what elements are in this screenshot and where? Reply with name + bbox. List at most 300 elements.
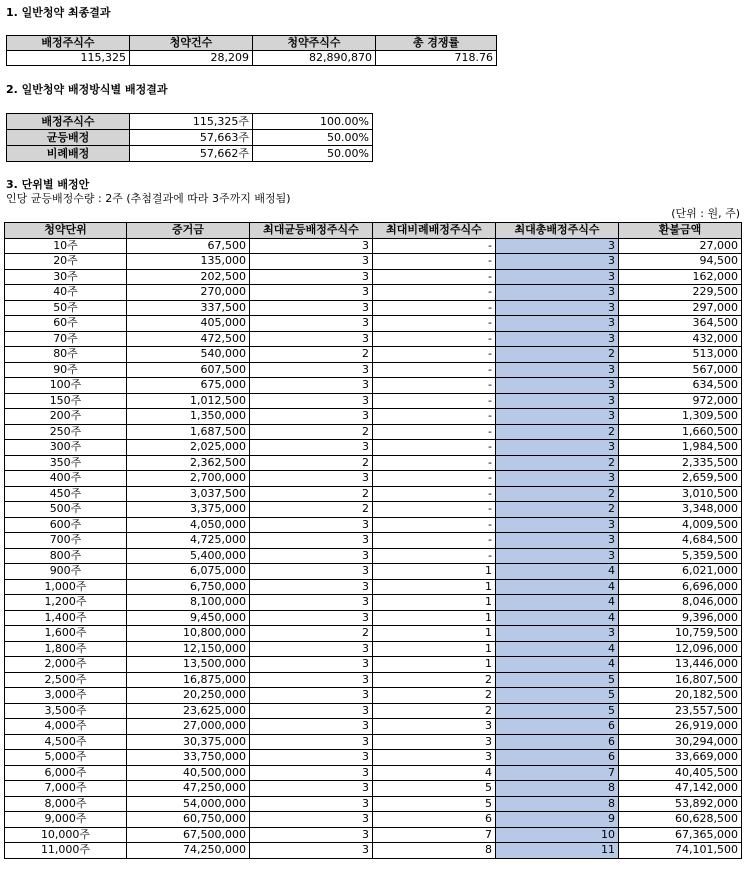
max-proportional-cell: - bbox=[373, 362, 496, 378]
max-equal-cell: 3 bbox=[250, 409, 373, 425]
max-total-cell: 3 bbox=[496, 238, 619, 254]
table-row bbox=[5, 300, 742, 316]
max-proportional-cell: 1 bbox=[373, 564, 496, 580]
max-proportional-cell: 5 bbox=[373, 796, 496, 812]
unit-cell: 200주 bbox=[5, 409, 127, 425]
max-proportional-cell: 7 bbox=[373, 827, 496, 843]
max-equal-cell: 3 bbox=[250, 688, 373, 704]
refund-cell: 162,000 bbox=[619, 269, 742, 285]
max-total-cell: 3 bbox=[496, 331, 619, 347]
unit-cell: 500주 bbox=[5, 502, 127, 518]
max-equal-cell: 3 bbox=[250, 781, 373, 797]
table-header-row bbox=[7, 36, 497, 51]
max-proportional-cell: - bbox=[373, 347, 496, 363]
refund-cell: 1,660,500 bbox=[619, 424, 742, 440]
max-equal-cell: 3 bbox=[250, 378, 373, 394]
section2-title: 2. 일반청약 배정방식별 배정결과 bbox=[6, 83, 168, 96]
unit-cell: 1,800주 bbox=[5, 641, 127, 657]
refund-cell: 13,446,000 bbox=[619, 657, 742, 673]
max-equal-cell: 3 bbox=[250, 812, 373, 828]
deposit-cell: 74,250,000 bbox=[127, 843, 250, 859]
max-proportional-cell: - bbox=[373, 300, 496, 316]
subscription-count: 28,209 bbox=[130, 51, 253, 66]
method-shares: 115,325주 bbox=[130, 114, 253, 130]
deposit-cell: 10,800,000 bbox=[127, 626, 250, 642]
max-proportional-cell: - bbox=[373, 409, 496, 425]
table-row bbox=[7, 51, 497, 66]
refund-cell: 4,684,500 bbox=[619, 533, 742, 549]
deposit-cell: 2,362,500 bbox=[127, 455, 250, 471]
max-proportional-cell: - bbox=[373, 393, 496, 409]
max-total-cell: 2 bbox=[496, 347, 619, 363]
unit-cell: 6,000주 bbox=[5, 765, 127, 781]
header-cell: 배정주식수 bbox=[7, 36, 130, 51]
max-equal-cell: 3 bbox=[250, 734, 373, 750]
max-equal-cell: 3 bbox=[250, 765, 373, 781]
unit-cell: 350주 bbox=[5, 455, 127, 471]
deposit-cell: 3,037,500 bbox=[127, 486, 250, 502]
unit-cell: 30주 bbox=[5, 269, 127, 285]
max-equal-cell: 3 bbox=[250, 517, 373, 533]
table-row bbox=[5, 564, 742, 580]
max-equal-cell: 3 bbox=[250, 254, 373, 270]
deposit-cell: 2,700,000 bbox=[127, 471, 250, 487]
max-proportional-cell: - bbox=[373, 440, 496, 456]
refund-cell: 4,009,500 bbox=[619, 517, 742, 533]
max-proportional-cell: 1 bbox=[373, 657, 496, 673]
max-total-cell: 2 bbox=[496, 486, 619, 502]
subscribed-shares: 82,890,870 bbox=[253, 51, 376, 66]
unit-label: (단위 : 원, 주) bbox=[671, 207, 740, 220]
max-equal-cell: 3 bbox=[250, 595, 373, 611]
deposit-cell: 27,000,000 bbox=[127, 719, 250, 735]
deposit-cell: 13,500,000 bbox=[127, 657, 250, 673]
method-label: 배정주식수 bbox=[7, 114, 130, 130]
table-row bbox=[5, 424, 742, 440]
max-proportional-cell: 2 bbox=[373, 688, 496, 704]
unit-cell: 3,500주 bbox=[5, 703, 127, 719]
max-equal-cell: 3 bbox=[250, 610, 373, 626]
unit-cell: 5,000주 bbox=[5, 750, 127, 766]
unit-cell: 10,000주 bbox=[5, 827, 127, 843]
max-proportional-cell: - bbox=[373, 238, 496, 254]
header-cell: 청약건수 bbox=[130, 36, 253, 51]
max-equal-cell: 2 bbox=[250, 626, 373, 642]
deposit-cell: 135,000 bbox=[127, 254, 250, 270]
max-total-cell: 3 bbox=[496, 440, 619, 456]
max-proportional-cell: 6 bbox=[373, 812, 496, 828]
max-equal-cell: 3 bbox=[250, 300, 373, 316]
max-total-cell: 5 bbox=[496, 688, 619, 704]
deposit-cell: 607,500 bbox=[127, 362, 250, 378]
section1-title: 1. 일반청약 최종결과 bbox=[6, 6, 111, 19]
table-row bbox=[7, 146, 373, 162]
refund-cell: 5,359,500 bbox=[619, 548, 742, 564]
max-equal-cell: 3 bbox=[250, 238, 373, 254]
table-row bbox=[5, 533, 742, 549]
refund-cell: 6,021,000 bbox=[619, 564, 742, 580]
unit-cell: 800주 bbox=[5, 548, 127, 564]
section3-title: 3. 단위별 배정안 bbox=[6, 178, 90, 191]
max-equal-cell: 3 bbox=[250, 564, 373, 580]
deposit-cell: 30,375,000 bbox=[127, 734, 250, 750]
unit-cell: 40주 bbox=[5, 285, 127, 301]
unit-cell: 600주 bbox=[5, 517, 127, 533]
refund-cell: 6,696,000 bbox=[619, 579, 742, 595]
unit-allocation-table bbox=[4, 222, 742, 859]
unit-cell: 150주 bbox=[5, 393, 127, 409]
refund-cell: 1,984,500 bbox=[619, 440, 742, 456]
unit-cell: 7,000주 bbox=[5, 781, 127, 797]
deposit-cell: 2,025,000 bbox=[127, 440, 250, 456]
table-row bbox=[5, 471, 742, 487]
max-proportional-cell: - bbox=[373, 548, 496, 564]
table-row bbox=[5, 486, 742, 502]
max-total-cell: 3 bbox=[496, 378, 619, 394]
deposit-cell: 54,000,000 bbox=[127, 796, 250, 812]
header-cell: 최대총배정주식수 bbox=[496, 223, 619, 239]
refund-cell: 2,335,500 bbox=[619, 455, 742, 471]
max-proportional-cell: 5 bbox=[373, 781, 496, 797]
method-ratio: 50.00% bbox=[253, 146, 373, 162]
max-proportional-cell: - bbox=[373, 486, 496, 502]
max-total-cell: 8 bbox=[496, 781, 619, 797]
table-row bbox=[5, 827, 742, 843]
refund-cell: 3,010,500 bbox=[619, 486, 742, 502]
max-total-cell: 3 bbox=[496, 471, 619, 487]
deposit-cell: 20,250,000 bbox=[127, 688, 250, 704]
deposit-cell: 16,875,000 bbox=[127, 672, 250, 688]
max-total-cell: 3 bbox=[496, 517, 619, 533]
unit-cell: 1,000주 bbox=[5, 579, 127, 595]
max-proportional-cell: - bbox=[373, 502, 496, 518]
max-total-cell: 3 bbox=[496, 393, 619, 409]
table-row bbox=[5, 331, 742, 347]
max-equal-cell: 3 bbox=[250, 719, 373, 735]
max-proportional-cell: 3 bbox=[373, 734, 496, 750]
table-row bbox=[5, 641, 742, 657]
table-row bbox=[5, 703, 742, 719]
unit-cell: 250주 bbox=[5, 424, 127, 440]
max-proportional-cell: - bbox=[373, 533, 496, 549]
max-proportional-cell: - bbox=[373, 517, 496, 533]
deposit-cell: 47,250,000 bbox=[127, 781, 250, 797]
max-proportional-cell: 3 bbox=[373, 719, 496, 735]
max-equal-cell: 2 bbox=[250, 424, 373, 440]
refund-cell: 27,000 bbox=[619, 238, 742, 254]
max-total-cell: 3 bbox=[496, 548, 619, 564]
deposit-cell: 9,450,000 bbox=[127, 610, 250, 626]
unit-cell: 1,400주 bbox=[5, 610, 127, 626]
method-shares: 57,663주 bbox=[130, 130, 253, 146]
max-proportional-cell: - bbox=[373, 455, 496, 471]
unit-cell: 4,000주 bbox=[5, 719, 127, 735]
table-row bbox=[5, 781, 742, 797]
unit-cell: 90주 bbox=[5, 362, 127, 378]
refund-cell: 229,500 bbox=[619, 285, 742, 301]
max-equal-cell: 2 bbox=[250, 455, 373, 471]
refund-cell: 364,500 bbox=[619, 316, 742, 332]
max-total-cell: 3 bbox=[496, 626, 619, 642]
max-proportional-cell: - bbox=[373, 316, 496, 332]
max-total-cell: 3 bbox=[496, 269, 619, 285]
table-row bbox=[5, 285, 742, 301]
max-total-cell: 2 bbox=[496, 455, 619, 471]
unit-cell: 1,200주 bbox=[5, 595, 127, 611]
max-equal-cell: 3 bbox=[250, 440, 373, 456]
final-result-table bbox=[6, 35, 497, 66]
max-equal-cell: 3 bbox=[250, 533, 373, 549]
deposit-cell: 60,750,000 bbox=[127, 812, 250, 828]
table-row bbox=[5, 409, 742, 425]
max-total-cell: 6 bbox=[496, 750, 619, 766]
header-cell: 청약주식수 bbox=[253, 36, 376, 51]
deposit-cell: 23,625,000 bbox=[127, 703, 250, 719]
max-total-cell: 7 bbox=[496, 765, 619, 781]
unit-cell: 9,000주 bbox=[5, 812, 127, 828]
competition-rate: 718.76 bbox=[376, 51, 497, 66]
deposit-cell: 67,500 bbox=[127, 238, 250, 254]
max-total-cell: 3 bbox=[496, 316, 619, 332]
max-equal-cell: 3 bbox=[250, 362, 373, 378]
max-equal-cell: 3 bbox=[250, 703, 373, 719]
max-proportional-cell: 3 bbox=[373, 750, 496, 766]
max-total-cell: 2 bbox=[496, 424, 619, 440]
table-row bbox=[5, 347, 742, 363]
max-proportional-cell: - bbox=[373, 424, 496, 440]
max-total-cell: 4 bbox=[496, 657, 619, 673]
table-row bbox=[5, 393, 742, 409]
deposit-cell: 33,750,000 bbox=[127, 750, 250, 766]
refund-cell: 9,396,000 bbox=[619, 610, 742, 626]
max-proportional-cell: - bbox=[373, 378, 496, 394]
max-total-cell: 4 bbox=[496, 641, 619, 657]
table-row bbox=[5, 502, 742, 518]
max-total-cell: 6 bbox=[496, 719, 619, 735]
refund-cell: 567,000 bbox=[619, 362, 742, 378]
unit-cell: 450주 bbox=[5, 486, 127, 502]
table-row bbox=[5, 626, 742, 642]
unit-cell: 900주 bbox=[5, 564, 127, 580]
max-equal-cell: 3 bbox=[250, 471, 373, 487]
refund-cell: 8,046,000 bbox=[619, 595, 742, 611]
refund-cell: 297,000 bbox=[619, 300, 742, 316]
table-row bbox=[5, 548, 742, 564]
max-equal-cell: 2 bbox=[250, 347, 373, 363]
table-row bbox=[5, 579, 742, 595]
max-total-cell: 4 bbox=[496, 610, 619, 626]
refund-cell: 10,759,500 bbox=[619, 626, 742, 642]
max-total-cell: 3 bbox=[496, 254, 619, 270]
table-row bbox=[5, 765, 742, 781]
table-row bbox=[5, 812, 742, 828]
header-cell: 청약단위 bbox=[5, 223, 127, 239]
refund-cell: 74,101,500 bbox=[619, 843, 742, 859]
table-row bbox=[5, 688, 742, 704]
refund-cell: 53,892,000 bbox=[619, 796, 742, 812]
max-total-cell: 4 bbox=[496, 564, 619, 580]
unit-cell: 2,500주 bbox=[5, 672, 127, 688]
header-cell: 증거금 bbox=[127, 223, 250, 239]
max-equal-cell: 3 bbox=[250, 657, 373, 673]
table-row bbox=[5, 238, 742, 254]
table-row bbox=[7, 114, 373, 130]
unit-cell: 2,000주 bbox=[5, 657, 127, 673]
refund-cell: 3,348,000 bbox=[619, 502, 742, 518]
max-proportional-cell: 1 bbox=[373, 626, 496, 642]
deposit-cell: 270,000 bbox=[127, 285, 250, 301]
unit-cell: 400주 bbox=[5, 471, 127, 487]
table-row bbox=[7, 130, 373, 146]
max-total-cell: 9 bbox=[496, 812, 619, 828]
refund-cell: 12,096,000 bbox=[619, 641, 742, 657]
deposit-cell: 472,500 bbox=[127, 331, 250, 347]
deposit-cell: 4,050,000 bbox=[127, 517, 250, 533]
max-total-cell: 11 bbox=[496, 843, 619, 859]
max-total-cell: 8 bbox=[496, 796, 619, 812]
method-ratio: 50.00% bbox=[253, 130, 373, 146]
max-total-cell: 4 bbox=[496, 595, 619, 611]
max-proportional-cell: - bbox=[373, 331, 496, 347]
max-total-cell: 5 bbox=[496, 672, 619, 688]
max-equal-cell: 3 bbox=[250, 750, 373, 766]
max-proportional-cell: 1 bbox=[373, 579, 496, 595]
max-total-cell: 5 bbox=[496, 703, 619, 719]
table-row bbox=[5, 672, 742, 688]
table-row bbox=[5, 595, 742, 611]
max-proportional-cell: 2 bbox=[373, 672, 496, 688]
max-total-cell: 3 bbox=[496, 533, 619, 549]
table-header-row bbox=[5, 223, 742, 239]
max-equal-cell: 3 bbox=[250, 331, 373, 347]
unit-cell: 50주 bbox=[5, 300, 127, 316]
allocation-method-table bbox=[6, 113, 373, 162]
max-equal-cell: 3 bbox=[250, 548, 373, 564]
refund-cell: 2,659,500 bbox=[619, 471, 742, 487]
deposit-cell: 1,687,500 bbox=[127, 424, 250, 440]
max-equal-cell: 3 bbox=[250, 672, 373, 688]
table-row bbox=[5, 254, 742, 270]
deposit-cell: 67,500,000 bbox=[127, 827, 250, 843]
unit-cell: 20주 bbox=[5, 254, 127, 270]
max-equal-cell: 3 bbox=[250, 393, 373, 409]
table-row bbox=[5, 440, 742, 456]
table-row bbox=[5, 843, 742, 859]
max-proportional-cell: 4 bbox=[373, 765, 496, 781]
deposit-cell: 6,750,000 bbox=[127, 579, 250, 595]
deposit-cell: 675,000 bbox=[127, 378, 250, 394]
max-total-cell: 10 bbox=[496, 827, 619, 843]
max-proportional-cell: - bbox=[373, 254, 496, 270]
max-proportional-cell: - bbox=[373, 471, 496, 487]
method-label: 비례배정 bbox=[7, 146, 130, 162]
max-total-cell: 4 bbox=[496, 579, 619, 595]
table-row bbox=[5, 362, 742, 378]
refund-cell: 33,669,000 bbox=[619, 750, 742, 766]
table-row bbox=[5, 796, 742, 812]
method-label: 균등배정 bbox=[7, 130, 130, 146]
deposit-cell: 202,500 bbox=[127, 269, 250, 285]
refund-cell: 20,182,500 bbox=[619, 688, 742, 704]
method-ratio: 100.00% bbox=[253, 114, 373, 130]
max-equal-cell: 2 bbox=[250, 486, 373, 502]
method-shares: 57,662주 bbox=[130, 146, 253, 162]
deposit-cell: 540,000 bbox=[127, 347, 250, 363]
unit-cell: 60주 bbox=[5, 316, 127, 332]
table-row bbox=[5, 719, 742, 735]
max-proportional-cell: 1 bbox=[373, 641, 496, 657]
max-proportional-cell: - bbox=[373, 269, 496, 285]
max-proportional-cell: - bbox=[373, 285, 496, 301]
refund-cell: 26,919,000 bbox=[619, 719, 742, 735]
refund-cell: 94,500 bbox=[619, 254, 742, 270]
table-row bbox=[5, 316, 742, 332]
deposit-cell: 405,000 bbox=[127, 316, 250, 332]
header-cell: 최대균등배정주식수 bbox=[250, 223, 373, 239]
refund-cell: 1,309,500 bbox=[619, 409, 742, 425]
max-equal-cell: 3 bbox=[250, 579, 373, 595]
deposit-cell: 4,725,000 bbox=[127, 533, 250, 549]
max-total-cell: 3 bbox=[496, 409, 619, 425]
refund-cell: 432,000 bbox=[619, 331, 742, 347]
allocation-note: 인당 균등배정수량 : 2주 (추첨결과에 따라 3주까지 배정됨) bbox=[6, 192, 291, 205]
max-proportional-cell: 2 bbox=[373, 703, 496, 719]
refund-cell: 60,628,500 bbox=[619, 812, 742, 828]
max-total-cell: 3 bbox=[496, 285, 619, 301]
unit-cell: 11,000주 bbox=[5, 843, 127, 859]
table-row bbox=[5, 455, 742, 471]
max-total-cell: 6 bbox=[496, 734, 619, 750]
table-row bbox=[5, 610, 742, 626]
max-equal-cell: 3 bbox=[250, 316, 373, 332]
table-row bbox=[5, 734, 742, 750]
refund-cell: 23,557,500 bbox=[619, 703, 742, 719]
max-equal-cell: 3 bbox=[250, 796, 373, 812]
unit-cell: 700주 bbox=[5, 533, 127, 549]
table-row bbox=[5, 517, 742, 533]
deposit-cell: 3,375,000 bbox=[127, 502, 250, 518]
max-equal-cell: 3 bbox=[250, 269, 373, 285]
deposit-cell: 1,012,500 bbox=[127, 393, 250, 409]
max-equal-cell: 3 bbox=[250, 843, 373, 859]
refund-cell: 634,500 bbox=[619, 378, 742, 394]
deposit-cell: 12,150,000 bbox=[127, 641, 250, 657]
max-proportional-cell: 1 bbox=[373, 595, 496, 611]
deposit-cell: 6,075,000 bbox=[127, 564, 250, 580]
refund-cell: 513,000 bbox=[619, 347, 742, 363]
max-proportional-cell: 1 bbox=[373, 610, 496, 626]
unit-cell: 1,600주 bbox=[5, 626, 127, 642]
deposit-cell: 337,500 bbox=[127, 300, 250, 316]
deposit-cell: 1,350,000 bbox=[127, 409, 250, 425]
table-row bbox=[5, 378, 742, 394]
allocated-shares: 115,325 bbox=[7, 51, 130, 66]
max-equal-cell: 3 bbox=[250, 827, 373, 843]
refund-cell: 16,807,500 bbox=[619, 672, 742, 688]
unit-cell: 100주 bbox=[5, 378, 127, 394]
max-total-cell: 3 bbox=[496, 300, 619, 316]
unit-cell: 4,500주 bbox=[5, 734, 127, 750]
max-equal-cell: 2 bbox=[250, 502, 373, 518]
max-total-cell: 3 bbox=[496, 362, 619, 378]
max-equal-cell: 3 bbox=[250, 285, 373, 301]
max-proportional-cell: 8 bbox=[373, 843, 496, 859]
unit-cell: 3,000주 bbox=[5, 688, 127, 704]
refund-cell: 67,365,000 bbox=[619, 827, 742, 843]
unit-cell: 300주 bbox=[5, 440, 127, 456]
table-row bbox=[5, 269, 742, 285]
deposit-cell: 40,500,000 bbox=[127, 765, 250, 781]
